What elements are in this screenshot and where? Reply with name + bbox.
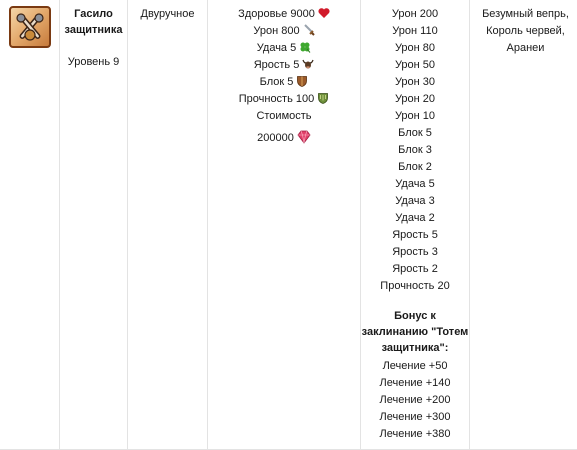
stat-label: Блок 5: [259, 76, 294, 88]
refinement-item: Прочность 20: [380, 280, 450, 292]
refinement-item: Удача 3: [395, 195, 435, 207]
item-level: Уровень 9: [67, 56, 120, 68]
stat-health: [208, 6, 360, 23]
refinement-item: Блок 2: [398, 161, 432, 173]
drop-cell: [470, 0, 577, 449]
stat-rage: [208, 57, 360, 74]
refinement-item: Урон 10: [394, 110, 436, 122]
icon-cell: [0, 0, 60, 449]
stat-label: Прочность 100: [238, 93, 315, 105]
bonus-item: Лечение +380: [379, 428, 451, 440]
bonus-title: Бонус к заклинанию "Тотем защитника":: [361, 310, 469, 354]
sword-icon: [303, 24, 315, 36]
refinement-cell: [361, 0, 470, 449]
heart-icon: [318, 7, 330, 19]
type-cell: [128, 0, 208, 449]
stat-label: Удача 5: [256, 42, 297, 54]
item-name: Гасило защитника: [64, 8, 123, 36]
stat-durability: [208, 91, 360, 108]
item-type: Двуручное: [140, 8, 195, 20]
drop-sources: Безумный вепрь, Король червей, Аранеи: [482, 8, 569, 54]
stat-label: Здоровье 9000: [238, 8, 315, 20]
bonus-item: Лечение +50: [382, 360, 448, 372]
shield-icon: [296, 75, 308, 87]
ruby-icon: [297, 130, 311, 144]
stat-label: Ярость 5: [253, 59, 300, 71]
refinement-item: Урон 20: [394, 93, 436, 105]
refinement-list: [361, 0, 469, 443]
refinement-item: Блок 3: [398, 144, 432, 156]
clover-icon: [299, 41, 311, 53]
refinement-item: Ярость 3: [392, 246, 438, 258]
price-row: [208, 130, 360, 147]
refinement-item: Урон 80: [394, 42, 436, 54]
name-cell: [60, 0, 128, 449]
stat-damage: [208, 23, 360, 40]
stat-luck: [208, 40, 360, 57]
refinement-item: Урон 110: [392, 25, 438, 37]
price-label: Стоимость: [256, 110, 312, 122]
refinement-item: Урон 200: [391, 8, 439, 20]
refinement-item: Блок 5: [398, 127, 432, 139]
stats-cell: [208, 0, 361, 449]
stat-block: [208, 74, 360, 91]
bonus-item: Лечение +200: [379, 394, 451, 406]
bull-icon: [302, 58, 314, 70]
bonus-item: Лечение +300: [379, 411, 451, 423]
armor-shield-icon: [317, 92, 329, 104]
refinement-item: Удача 2: [395, 212, 435, 224]
stat-label: Урон 800: [253, 25, 300, 37]
bonus-item: Лечение +140: [379, 377, 451, 389]
crossed-clubs-icon[interactable]: [9, 6, 51, 48]
refinement-item: Удача 5: [395, 178, 435, 190]
refinement-item: Ярость 5: [392, 229, 438, 241]
refinement-item: Ярость 2: [392, 263, 438, 275]
price-value: 200000: [257, 132, 294, 144]
refinement-item: Урон 30: [394, 76, 436, 88]
refinement-item: Урон 50: [394, 59, 436, 71]
